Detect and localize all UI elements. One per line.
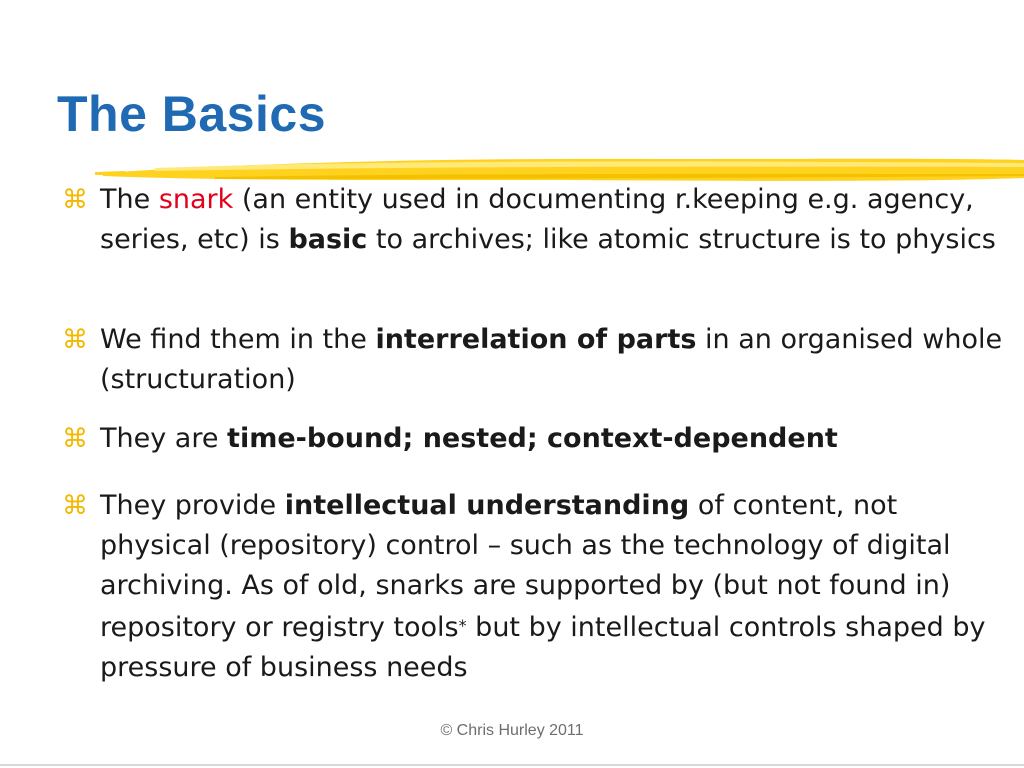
slide-title: The Basics [57, 86, 327, 142]
highlight-term: snark [158, 184, 234, 215]
bullet-text-2: We find them in the interrelation of parts in an organised whole (structuration) [100, 324, 1003, 395]
bullet-text-4: They provide intellectual understanding of content, not physical (repository) control – such as the technology of digital archiving. As of old, snarks are supported by (but not found in) repository or registry tools* but by intellectual controls shaped by pressure of business needs [100, 490, 986, 683]
bullet-item-2 [62, 320, 1007, 400]
bullet-symbol-icon: ⌘ [62, 325, 88, 355]
copyright-footer: © Chris Hurley 2011 [440, 722, 584, 739]
bullet-symbol-icon: ⌘ [62, 424, 88, 454]
bullet-item-4 [62, 486, 1007, 688]
footnote-star: * [458, 616, 467, 635]
bullet-text-3: They are time-bound; nested; context-dependent [100, 423, 838, 454]
bottom-divider [0, 764, 1024, 766]
bullet-item-3 [62, 419, 1007, 459]
bullet-symbol-icon: ⌘ [62, 185, 88, 215]
bullet-symbol-icon: ⌘ [62, 491, 88, 521]
bullet-text-1: The snark (an entity used in documenting r.keeping e.g. agency, series, etc) is basic to archives; like atomic structure is to physics [100, 184, 996, 255]
bullet-item-1 [62, 180, 1007, 260]
